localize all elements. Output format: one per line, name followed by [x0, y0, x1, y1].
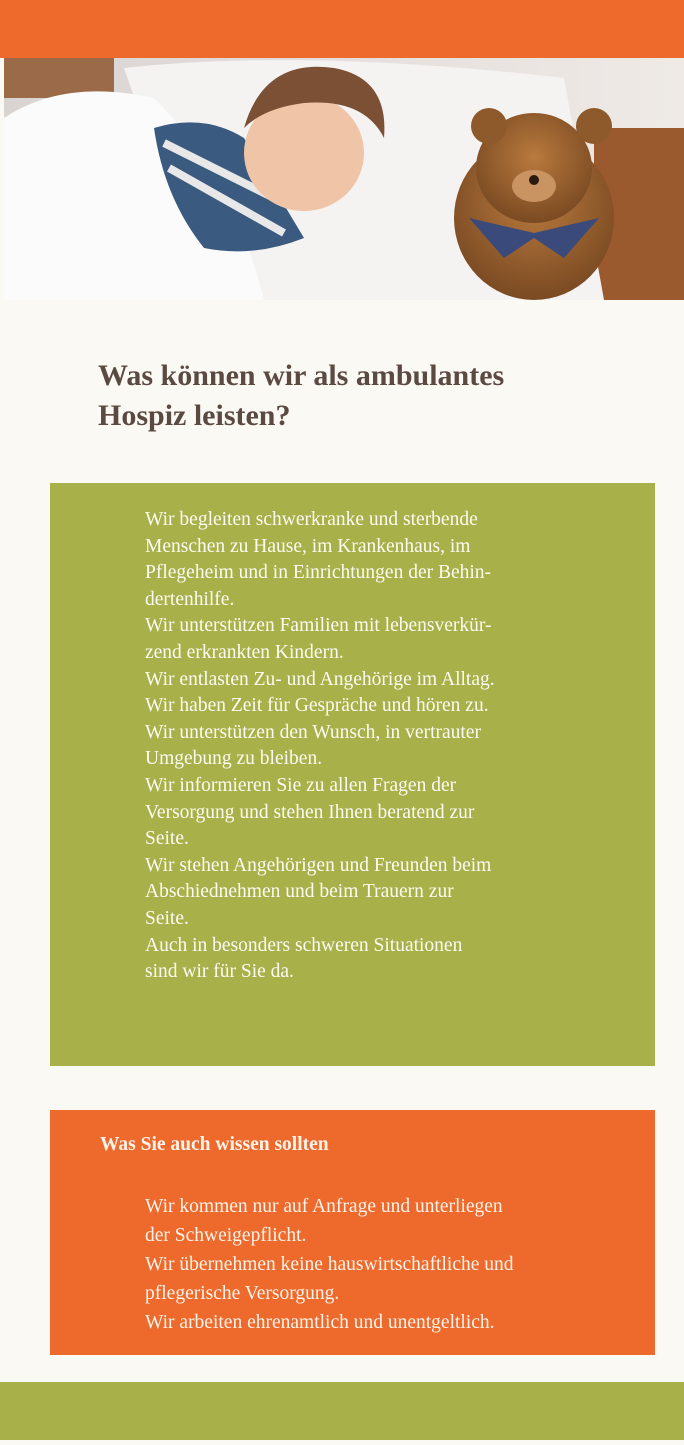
- text-line: Wir unterstützen Familien mit lebensverkür-: [145, 615, 492, 637]
- text-line: der Schweigepflicht.: [145, 1225, 307, 1246]
- text-line: Umgebung zu bleiben.: [145, 748, 323, 770]
- text-line: Pflegeheim und in Einrichtungen der Behin-: [145, 562, 492, 584]
- top-orange-bar: [0, 0, 684, 58]
- info-text: [145, 1192, 645, 1337]
- text-line: sind wir für Sie da.: [145, 961, 294, 983]
- text-line: Wir arbeiten ehrenamtlich und unentgeltlich.: [145, 1312, 495, 1333]
- bottom-green-bar: [0, 1382, 684, 1440]
- text-line: dertenhilfe.: [145, 588, 235, 610]
- text-line: Wir informieren Sie zu allen Fragen der: [145, 774, 457, 796]
- text-line: Wir begleiten schwerkranke und sterbende: [145, 509, 478, 530]
- text-line: Abschiednehmen und beim Trauern zur: [145, 881, 454, 903]
- text-line: Wir entlasten Zu- und Angehörige im Alltag.: [145, 668, 495, 690]
- text-line: Versorgung und stehen Ihnen beratend zur: [145, 801, 475, 823]
- title-line: Hospiz leisten?: [98, 399, 291, 432]
- services-box: [50, 483, 655, 1066]
- text-line: Menschen zu Hause, im Krankenhaus, im: [145, 535, 471, 557]
- text-line: Auch in besonders schweren Situationen: [145, 934, 463, 956]
- services-text: [145, 507, 625, 986]
- text-line: Wir übernehmen keine hauswirtschaftliche und: [145, 1254, 514, 1275]
- text-line: Seite.: [145, 907, 189, 929]
- page-title: [98, 356, 504, 436]
- text-line: Wir haben Zeit für Gespräche und hören zu.: [145, 695, 489, 717]
- text-line: Seite.: [145, 828, 189, 850]
- photo-sleeping-child-with-teddy-bear: [4, 58, 684, 300]
- info-box: [50, 1110, 655, 1355]
- text-line: pflegerische Versorgung.: [145, 1283, 340, 1304]
- info-heading: Was Sie auch wissen sollten: [100, 1134, 329, 1155]
- text-line: Wir unterstützen den Wunsch, in vertrauter: [145, 721, 481, 743]
- text-line: zend erkrankten Kindern.: [145, 641, 344, 663]
- text-line: Wir stehen Angehörigen und Freunden beim: [145, 854, 492, 876]
- text-line: Wir kommen nur auf Anfrage und unterliegen: [145, 1196, 503, 1217]
- title-line: Was können wir als ambulantes: [98, 359, 505, 392]
